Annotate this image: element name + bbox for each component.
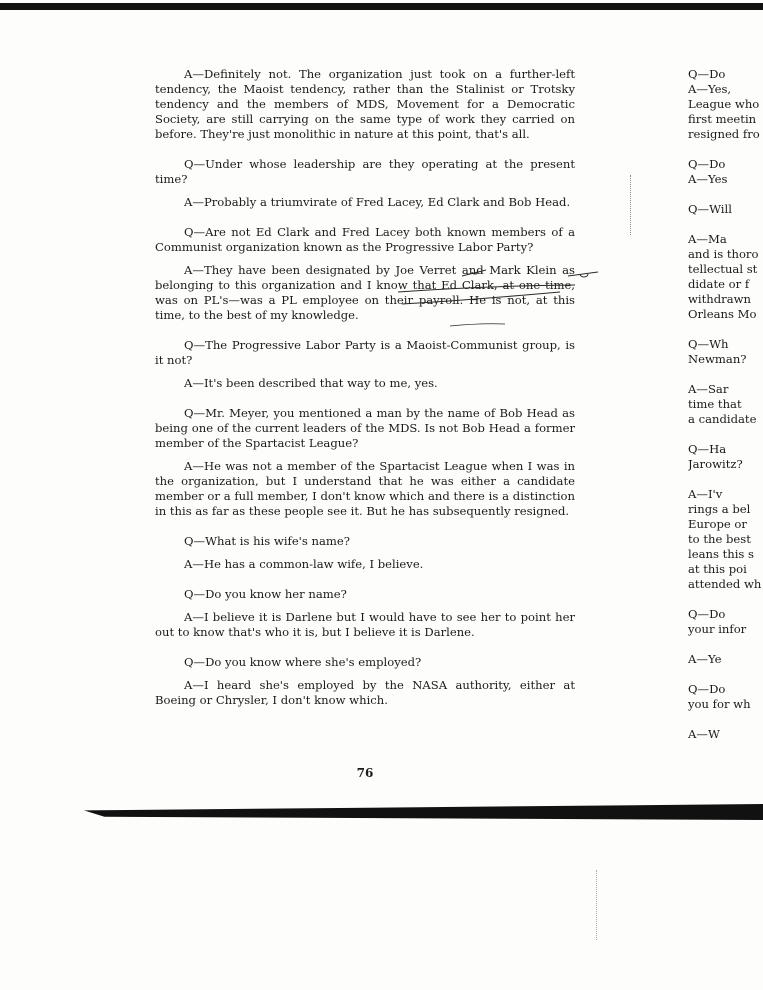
transcript-paragraph: A—He has a common-law wife, I believe. — [184, 557, 424, 571]
transcript-paragraph: Q—Are not Ed Clark and Fred Lacey both known members of a Communist organization known as the Progressive Labor Party? — [155, 225, 575, 254]
fragment-line — [688, 592, 763, 607]
fragment-line: tellectual st — [688, 262, 758, 276]
transcript-paragraph: A—I heard she's employed by the NASA authority, either at Boeing or Chrysler, I don't know which. — [155, 678, 575, 707]
fragment-line: and is thoro — [688, 247, 759, 261]
fragment-line: Q—Ha — [688, 442, 727, 456]
fragment-line: A—Yes, — [688, 82, 732, 96]
fragment-line: Newman? — [688, 352, 747, 366]
main-text-column — [155, 67, 575, 708]
fragment-line: your infor — [688, 622, 747, 636]
fragment-line: leans this s — [688, 547, 755, 561]
fragment-line: Jarowitz? — [688, 457, 743, 471]
right-column-fragments — [688, 67, 763, 742]
transcript-paragraph: A—They have been designated by Joe Verret and Mark Klein as belonging to this organization and I know that Ed Clark, at one time, was on PL's—was a PL employee on their payroll. He is not, at this time, to the best of my knowledge. — [155, 263, 575, 322]
transcript-paragraph: Q—What is his wife's name? — [184, 534, 350, 548]
transcript-paragraph: Q—Do you know her name? — [184, 587, 347, 601]
fragment-line: Q—Do — [688, 157, 726, 171]
fragment-line — [688, 472, 763, 487]
margin-speckle — [596, 870, 599, 940]
fragment-line: first meetin — [688, 112, 757, 126]
bottom-scan-edge-bar — [84, 804, 763, 820]
fragment-line — [688, 712, 763, 727]
transcript-paragraph: A—It's been described that way to me, yes. — [184, 376, 438, 390]
transcript-paragraph: A—He was not a member of the Spartacist League when I was in the organization, but I understand that he was either a candidate member or a full member, I don't know which and there is a distinction in this as far as these people see it. But he has subsequently resigned. — [155, 459, 575, 518]
fragment-line: A—I'v — [688, 487, 723, 501]
fragment-line: A—W — [688, 727, 720, 741]
fragment-line: withdrawn — [688, 292, 752, 306]
transcript-paragraph: A—I believe it is Darlene but I would have to see her to point her out to know that's who it is, but I believe it is Darlene. — [155, 610, 575, 639]
margin-speckle — [630, 175, 633, 235]
fragment-line: didate or f — [688, 277, 750, 291]
fragment-line: a candidate — [688, 412, 757, 426]
fragment-line — [688, 637, 763, 652]
fragment-line: at this poi — [688, 562, 747, 576]
page-number: 76 — [356, 766, 374, 780]
fragment-line: A—Ye — [688, 652, 722, 666]
fragment-line: A—Ma — [688, 232, 727, 246]
transcript-paragraph: Q—Do you know where she's employed? — [184, 655, 422, 669]
fragment-line: A—Yes — [688, 172, 728, 186]
fragment-line — [688, 217, 763, 232]
top-scan-edge-bar — [0, 3, 763, 10]
fragment-line: Q—Will — [688, 202, 732, 216]
fragment-line: resigned fro — [688, 127, 760, 141]
transcript-paragraph: Q—Mr. Meyer, you mentioned a man by the name of Bob Head as being one of the current leaders of the MDS. Is not Bob Head a former member of the Spartacist League? — [155, 406, 575, 450]
fragment-line: Q—Do — [688, 607, 726, 621]
fragment-line: A—Sar — [688, 382, 729, 396]
fragment-line: League who — [688, 97, 760, 111]
fragment-line: rings a bel — [688, 502, 751, 516]
fragment-line — [688, 142, 763, 157]
fragment-line — [688, 667, 763, 682]
fragment-line: time that — [688, 397, 742, 411]
transcript-paragraph: A—Definitely not. The organization just took on a further-left tendency, the Maoist tendency, rather than the Stalinist or Trotsky tendency and the members of MDS, Movement for a Democratic Society, are still carrying on the same type of work they carried on before. They're just monolithic in nature at this point, that's all. — [155, 67, 575, 141]
transcript-paragraph: A—Probably a triumvirate of Fred Lacey, Ed Clark and Bob Head. — [184, 195, 571, 209]
fragment-line: Q—Do — [688, 682, 726, 696]
fragment-line — [688, 427, 763, 442]
fragment-line: to the best — [688, 532, 751, 546]
fragment-line: attended wh — [688, 577, 762, 591]
transcript-paragraph: Q—The Progressive Labor Party is a Maoist-Communist group, is it not? — [155, 338, 575, 367]
fragment-line — [688, 187, 763, 202]
fragment-line — [688, 367, 763, 382]
transcript-paragraph: Q—Under whose leadership are they operating at the present time? — [155, 157, 575, 186]
fragment-line: Europe or — [688, 517, 747, 531]
fragment-line: Orleans Mo — [688, 307, 757, 321]
fragment-line: Q—Wh — [688, 337, 729, 351]
fragment-line — [688, 322, 763, 337]
fragment-line: Q—Do — [688, 67, 726, 81]
fragment-line: you for wh — [688, 697, 751, 711]
